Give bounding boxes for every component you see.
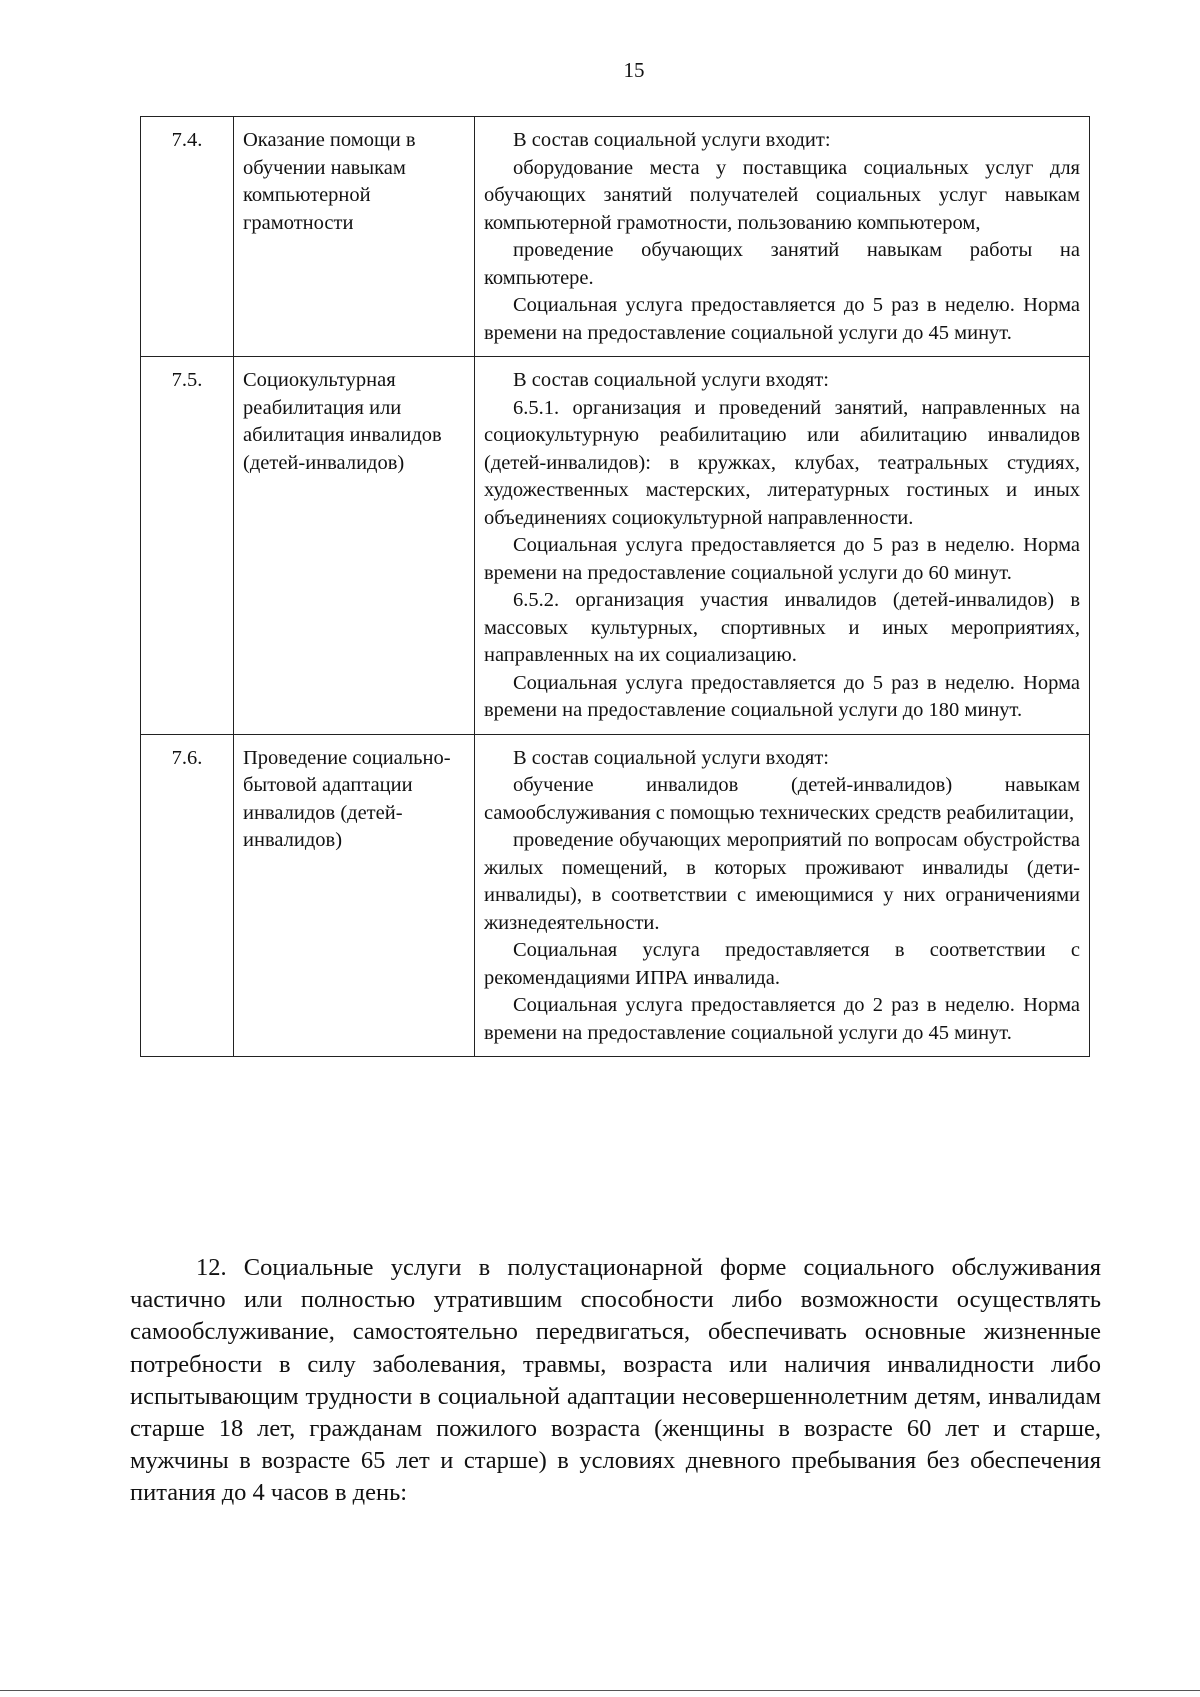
paragraph-12-text: 12. Социальные услуги в полустационарной форме социального обслуживания частично или полностью утратившим способности либо возможности осуществлять самообслуживание, самостоятельно передвигаться, обеспечивать основные жизненные потребности в силу заболевания, травмы, возраста или наличия инвалидности либо испытывающим трудности в социальной адаптации несовершеннолетним детям, инвалидам старше 18 лет, гражданам пожилого возраста (женщины в возрасте 60 лет и старше, мужчины в возрасте 65 лет и старше) в условиях дневного пребывания без обеспечения питания до 4 часов в день: (130, 1254, 1101, 1507)
page-bottom-rule (0, 1690, 1200, 1691)
description-paragraph: Социальная услуга предоставляется до 2 раз в неделю. Норма времени на предоставление социальной услуги до 45 минут. (484, 994, 1080, 1044)
description-paragraph: Социальная услуга предоставляется до 5 раз в неделю. Норма времени на предоставление социальной услуги до 45 минут. (484, 294, 1080, 344)
service-description (475, 357, 1090, 735)
service-description (475, 117, 1090, 357)
services-table (140, 116, 1090, 1057)
description-paragraph: обучение инвалидов (детей-инвалидов) навыкам самообслуживания с помощью технических средств реабилитации, (484, 774, 1080, 824)
table-row (141, 357, 1090, 735)
description-paragraph: 6.5.1. организация и проведений занятий, направленных на социокультурную реабилитацию или абилитацию инвалидов (детей-инвалидов): в кружках, клубах, театральных студиях, художественных мастерских, литературных гостиных и иных объединениях социокультурной направленности. (484, 396, 1080, 529)
description-paragraph: проведение обучающих мероприятий по вопросам обустройства жилых помещений, в которых проживают инвалиды (дети-инвалиды), в соответствии с имеющимися у них ограничениями жизнедеятельности. (484, 829, 1080, 934)
page-number: 15 (623, 58, 645, 82)
description-paragraph: Социальная услуга предоставляется до 5 раз в неделю. Норма времени на предоставление социальной услуги до 60 минут. (484, 534, 1080, 584)
description-paragraph: 6.5.2. организация участия инвалидов (детей-инвалидов) в массовых культурных, спортивных и иных мероприятиях, направленных на их социализацию. (484, 589, 1080, 666)
table-row (141, 734, 1090, 1057)
description-paragraph: оборудование места у поставщика социальных услуг для обучающих занятий получателей социальных услуг навыкам компьютерной грамотности, пользованию компьютером, (484, 156, 1080, 234)
description-paragraph: Социальная услуга предоставляется до 5 раз в неделю. Норма времени на предоставление социальной услуги до 180 минут. (484, 671, 1080, 721)
row-number: 7.6. (141, 734, 234, 1057)
table-row (141, 117, 1090, 357)
description-paragraph: В состав социальной услуги входят: (513, 369, 829, 391)
row-number: 7.4. (141, 117, 234, 357)
description-paragraph: В состав социальной услуги входят: (513, 746, 829, 769)
service-description (475, 734, 1090, 1057)
description-paragraph: Социальная услуга предоставляется в соответствии с рекомендациями ИПРА инвалида. (484, 939, 1080, 989)
service-name: Оказание помощи в обучении навыкам компьютерной грамотности (234, 117, 475, 357)
description-paragraph: В состав социальной услуги входит: (513, 129, 831, 151)
paragraph-12 (130, 1252, 1101, 1510)
service-name: Проведение социально-бытовой адаптации инвалидов (детей-инвалидов) (234, 734, 475, 1057)
row-number: 7.5. (141, 357, 234, 735)
service-name: Социокультурная реабилитация или абилитация инвалидов (детей-инвалидов) (234, 357, 475, 735)
description-paragraph: проведение обучающих занятий навыкам работы на компьютере. (484, 239, 1080, 289)
